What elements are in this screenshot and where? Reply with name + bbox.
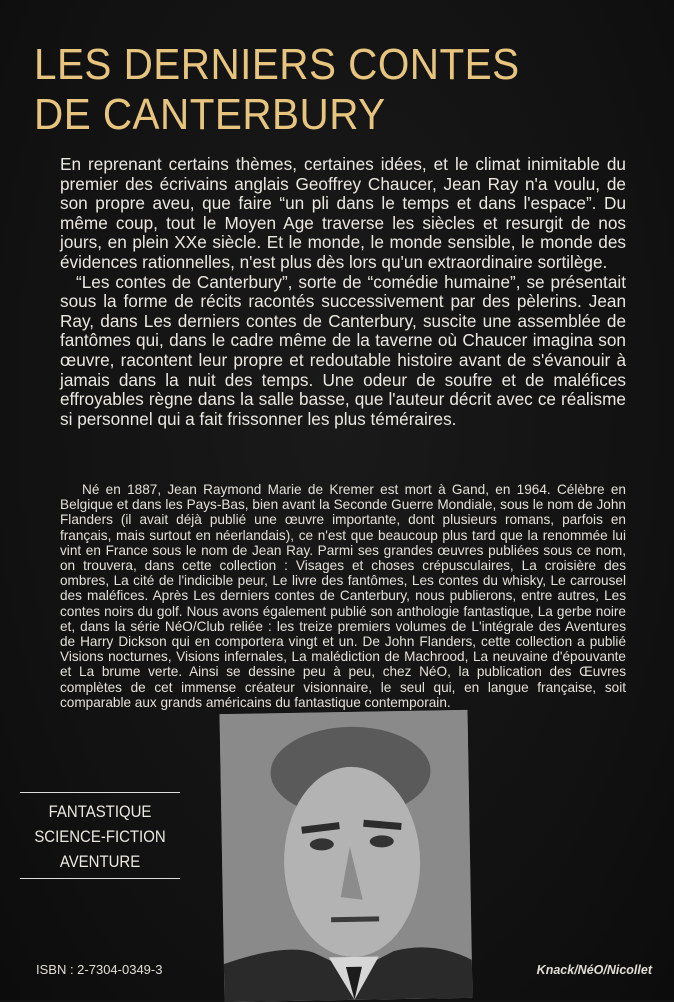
synopsis [60, 155, 626, 429]
isbn: ISBN : 2-7304-0349-3 [36, 962, 163, 977]
synopsis-paragraph-1: En reprenant certains thèmes, certaines idées, et le climat inimitable du premier des écrivains anglais Geoffrey Chaucer, Jean Ray n'a voulu, de son propre aveu, que faire “un pli dans le temps et dans l'espace”. Du même coup, tout le Moyen Age traverse les siècles et resurgit de nos jours, en plein XXe siècle. Et le monde, le monde sensible, le monde des évidences rationnelles, n'est plus dès lors qu'un extraordinaire sortilège. [60, 154, 626, 272]
book-title [34, 40, 604, 140]
title-line-2: DE CANTERBURY [34, 90, 386, 139]
genre-line-2: SCIENCE-FICTION [34, 827, 166, 846]
title-line-1: LES DERNIERS CONTES [34, 40, 520, 89]
genre-line-1: FANTASTIQUE [48, 802, 152, 821]
genre-line-3: AVENTURE [59, 852, 141, 871]
synopsis-paragraph-2: “Les contes de Canterbury”, sorte de “comédie humaine”, se présentait sous la forme de récits racontés successivement par des pèlerins. Jean Ray, dans Les derniers contes de Canterbury, suscite une assemblée de fantômes qui, dans le cadre même de la taverne où Chaucer imagina son œuvre, racontent leur propre et redoutable histoire avant de s'évanouir à jamais dans la nuit des temps. Une odeur de soufre et de maléfices effroyables règne dans la salle basse, que l'auteur décrit avec ce réalisme si personnel qui a fait frissonner les plus téméraires. [60, 271, 626, 429]
publisher-name: Knack/NéO/Nicollet [536, 963, 652, 977]
author-biography: Né en 1887, Jean Raymond Marie de Kremer est mort à Gand, en 1964. Célèbre en Belgique et dans les Pays-Bas, bien avant la Seconde Guerre Mondiale, sous le nom de John Flanders (il avait déjà publié une œuvre importante, dont plusieurs romans, parfois en français, mais surtout en néerlandais), ce n'est que beaucoup plus tard que la renommée lui vint en France sous le nom de Jean Ray. Parmi ses grandes œuvres publiées sous ce nom, on trouvera, dans cette collection : Visages et choses crépusculaires, La croisière des ombres, La cité de l'indicible peur, Le livre des fantômes, Les contes du whisky, Le carrousel des maléfices. Après Les derniers contes de Canterbury, nous publierons, entre autres, Les contes noirs du golf. Nous avons également publié son anthologie fantastique, La gerbe noire et, dans la série NéO/Club reliée : les treize premiers volumes de L'intégrale des Aventures de Harry Dickson qui en comportera vingt et un. De John Flanders, cette collection a publié Visions nocturnes, Visions infernales, La malédiction de Machrood, La neuvaine d'épouvante et La brume verte. Ainsi se dessine peu à peu, chez NéO, la publication des Œuvres complètes de cet immense créateur visionnaire, le seul qui, en langue française, soit comparable aux grands américains du fantastique contemporain. [60, 482, 626, 710]
genre-box [20, 792, 180, 879]
author-portrait [220, 710, 473, 1002]
